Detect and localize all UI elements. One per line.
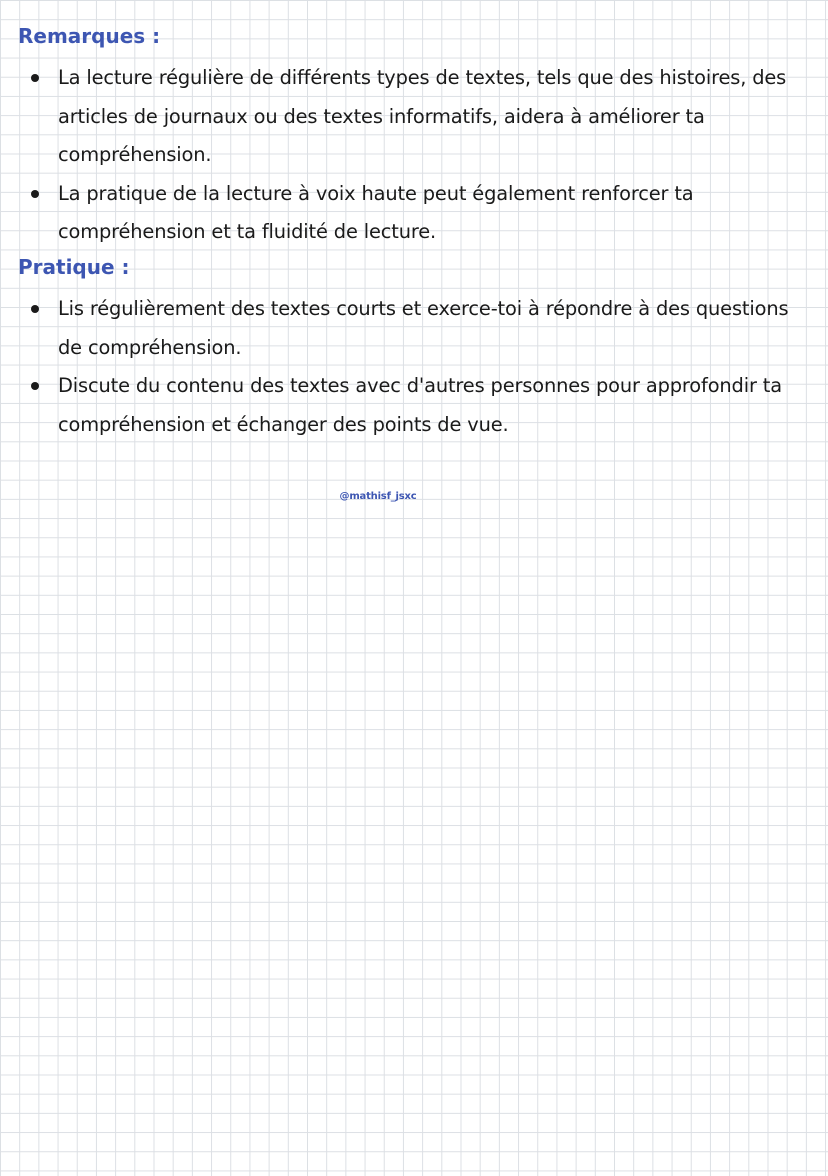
remarques-heading: Remarques : [18, 24, 161, 48]
bullet-icon [31, 74, 39, 82]
list-item-text: Discute du contenu des textes avec d'autres personnes pour approfondir ta compréhension et échanger des points de vue. [58, 374, 782, 436]
pratique-list [0, 290, 828, 444]
pratique-heading: Pratique : [18, 255, 130, 279]
list-item-text: Lis régulièrement des textes courts et exerce-toi à répondre à des questions de compréhension. [58, 297, 789, 359]
list-item-text: La pratique de la lecture à voix haute peut également renforcer ta compréhension et ta fluidité de lecture. [58, 181, 694, 243]
bullet-icon [31, 305, 39, 313]
list-item [0, 290, 828, 367]
bullet-icon [31, 382, 39, 390]
list-item [0, 59, 828, 175]
list-item [0, 175, 828, 252]
list-item-text: La lecture régulière de différents types de textes, tels que des histoires, des articles de journaux ou des textes informatifs, aidera à améliorer ta compréhension. [58, 66, 787, 166]
list-item [0, 367, 828, 444]
bullet-icon [31, 190, 39, 198]
author-watermark: @mathisf_jsxc [339, 491, 417, 502]
remarques-list [0, 59, 828, 252]
